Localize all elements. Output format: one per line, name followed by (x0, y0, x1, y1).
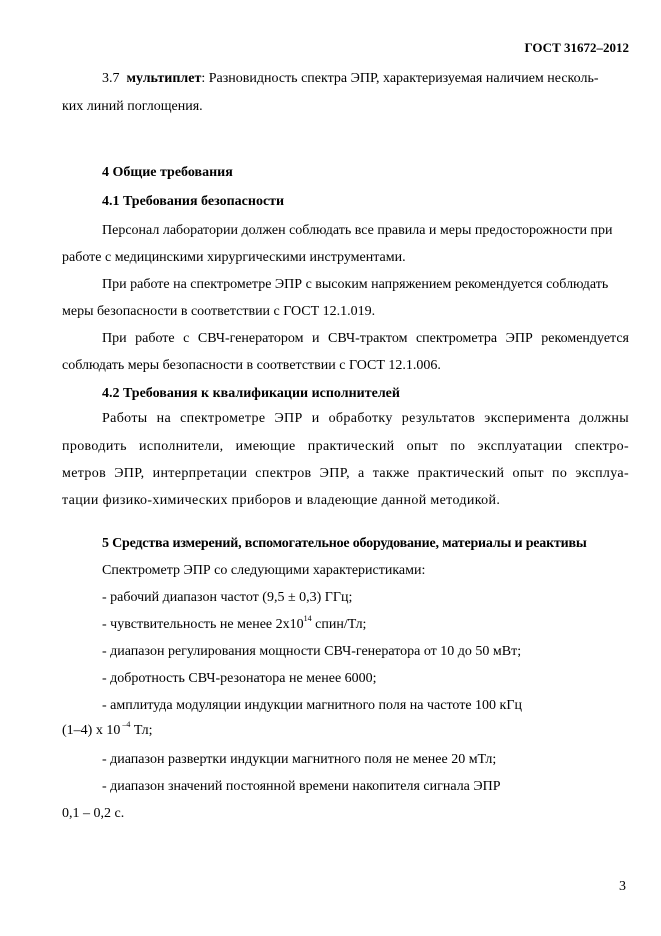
paragraph-4-1-1-line1: Персонал лаборатории должен соблюдать все правила и меры предосторожности при (102, 223, 613, 238)
section-4-2-title: 4.2 Требования к квалификации исполнителей (102, 386, 400, 401)
spectrometer-intro: Спектрометр ЭПР со следующими характеристиками: (102, 563, 426, 578)
section-5-title: 5 Средства измерений, вспомогательное оборудование, материалы и реактивы (102, 536, 587, 551)
sensitivity-exponent: 14 (303, 614, 312, 624)
spec-item-time-constant: - диапазон значений постоянной времени накопителя сигнала ЭПР (102, 779, 501, 794)
modulation-value-text: (1–4) х 10 (62, 723, 121, 738)
spec-item-q-factor: - добротность СВЧ-резонатора не менее 6000; (102, 671, 377, 686)
paragraph-4-1-3-line2: соблюдать меры безопасности в соответствии с ГОСТ 12.1.006. (62, 358, 441, 373)
paragraph-4-2-line2: проводить исполнители, имеющие практический опыт по эксплуатации спектро- (62, 439, 629, 454)
paragraph-4-1-3-line1: При работе с СВЧ-генератором и СВЧ-трактом спектрометра ЭПР рекомендуется (102, 331, 629, 346)
spec-item-modulation-amplitude: - амплитуда модуляции индукции магнитного поля на частоте 100 кГц (102, 698, 522, 713)
section-4-title: 4 Общие требования (102, 165, 233, 180)
section-4-1-title: 4.1 Требования безопасности (102, 194, 285, 209)
term-definition-3-7 (102, 70, 599, 88)
page-number: 3 (619, 879, 626, 894)
spec-item-time-constant-value: 0,1 – 0,2 с. (62, 806, 125, 821)
spec-item-power-range: - диапазон регулирования мощности СВЧ-генератора от 10 до 50 мВт; (102, 644, 522, 659)
paragraph-4-2-line3: метров ЭПР, интерпретации спектров ЭПР, а также практический опыт по эксплуа- (62, 466, 629, 481)
paragraph-4-2-line1: Работы на спектрометре ЭПР и обработку результатов эксперимента должны (102, 411, 629, 426)
spec-item-modulation-value (62, 722, 153, 740)
spec-item-sweep-range: - диапазон развертки индукции магнитного поля не менее 20 мТл; (102, 752, 497, 767)
term-definition-text: : Разновидность спектра ЭПР, характеризуемая наличием несколь- (201, 71, 599, 86)
term-definition-continuation: ких линий поглощения. (62, 99, 203, 114)
spec-item-sensitivity (102, 616, 366, 634)
paragraph-4-1-1-line2: работе с медицинскими хирургическими инструментами. (62, 250, 406, 265)
spec-item-frequency-range: - рабочий диапазон частот (9,5 ± 0,3) ГГц; (102, 590, 353, 605)
term-name: мультиплет (126, 71, 202, 86)
paragraph-4-1-2-line1: При работе на спектрометре ЭПР с высоким напряжением рекомендуется соблюдать (102, 277, 609, 292)
modulation-unit: Тл; (130, 723, 153, 738)
sensitivity-text: - чувствительность не менее 2х10 (102, 617, 304, 632)
term-number: 3.7 (102, 71, 120, 86)
modulation-exponent: –4 (120, 720, 131, 730)
sensitivity-unit: спин/Тл; (311, 617, 367, 632)
paragraph-4-1-2-line2: меры безопасности в соответствии с ГОСТ 12.1.019. (62, 304, 376, 319)
document-code-header: ГОСТ 31672–2012 (524, 40, 629, 55)
paragraph-4-2-line4: тации физико-химических приборов и владеющие данной методикой. (62, 493, 501, 508)
